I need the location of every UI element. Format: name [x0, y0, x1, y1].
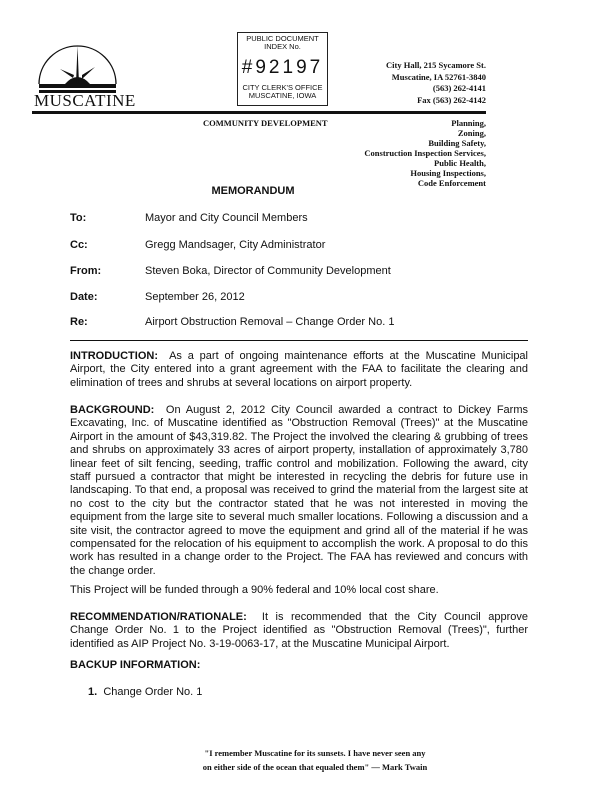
- background-paragraph: [70, 404, 528, 578]
- backup-item-label: Change Order No. 1: [103, 686, 203, 698]
- stamp-line: MUSCATINE, IOWA: [248, 91, 317, 100]
- service-item: Zoning,: [457, 128, 486, 138]
- cc-label: Cc:: [70, 239, 88, 251]
- logo-text: MUSCATINE: [34, 91, 136, 110]
- department-name: COMMUNITY DEVELOPMENT: [203, 118, 328, 128]
- background-heading: BACKGROUND:: [70, 404, 155, 416]
- date-label: Date:: [70, 291, 98, 303]
- recommendation-paragraph: [70, 611, 528, 651]
- backup-item-number: 1.: [88, 686, 98, 698]
- service-item: Public Health,: [434, 158, 486, 168]
- department-services: [364, 118, 486, 188]
- cc-value: Gregg Mandsager, City Administrator: [145, 239, 326, 251]
- letterhead-rule: [32, 111, 486, 114]
- from-label: From:: [70, 265, 102, 277]
- quote-line: on either side of the ocean that equaled them" — Mark Twain: [202, 762, 428, 772]
- stamp-line: PUBLIC DOCUMENT: [246, 34, 319, 43]
- introduction-text: As a part of ongoing maintenance efforts at the Muscatine Municipal Airport, the City entered into a grant agreement with the FAA to facilitate the clearing and elimination of trees and shrubs at several locations on airport property.: [70, 350, 528, 389]
- re-label: Re:: [70, 316, 88, 328]
- service-item: Construction Inspection Services,: [364, 148, 486, 158]
- address-line: Fax (563) 262-4142: [417, 94, 486, 105]
- service-item: Building Safety,: [428, 138, 486, 148]
- service-item: Planning,: [451, 118, 486, 128]
- quote-line: "I remember Muscatine for its sunsets. I have never seen any: [204, 748, 426, 758]
- mark-twain-quote: [0, 746, 614, 774]
- recommendation-heading: RECOMMENDATION/RATIONALE:: [70, 611, 247, 623]
- backup-heading: BACKUP INFORMATION:: [70, 659, 201, 671]
- service-item: Housing Inspections,: [410, 168, 486, 178]
- public-document-stamp: [237, 32, 328, 106]
- address-line: City Hall, 215 Sycamore St.: [386, 60, 486, 70]
- service-item: Code Enforcement: [417, 178, 486, 188]
- city-hall-address: [386, 60, 486, 106]
- funding-paragraph: This Project will be funded through a 90% federal and 10% local cost share.: [70, 584, 439, 596]
- recommendation-text: It is recommended that the City Council approve Change Order No. 1 to the Project identified as "Obstruction Removal (Trees)", further identified as AIP Project No. 3-19-0063-17, at the Muscatine Municipal Airport.: [70, 611, 529, 650]
- from-value: Steven Boka, Director of Community Development: [145, 265, 391, 277]
- date-value: September 26, 2012: [145, 291, 245, 303]
- stamp-line: CITY CLERK'S OFFICE: [242, 83, 323, 92]
- header-separator: [70, 340, 528, 341]
- to-label: To:: [70, 212, 87, 224]
- address-line: Muscatine, IA 52761-3840: [391, 71, 486, 82]
- background-text: On August 2, 2012 City Council awarded a contract to Dickey Farms Excavating, Inc. of Muscatine identified as "Obstruction Removal (Trees)" at the Muscatine Airport in the amount of $43,319.82. The Project the involved the clearing & grubbing of trees and shrubs on approximately 33 acres of airport property, installation of approximately 3,780 linear feet of silt fencing, seeding, traffic control and mobilization. Following the award, city staff pursued a contractor that might be interested in recycling the debris for future use in landscaping. To that end, a proposal was received to grind the material from the largest site at no cost to the city but the contractor stated that he was not interested in moving the equipment from the large site to several much smaller locations. Following a discussion and a site visit, the contractor agreed to move the equipment and grind all of the material if he was compensated for the relocation of his equipment to accomplish the work. A proposal to do this work has resulted in a change order to the Project. The FAA has reviewed and concurs with the change order.: [70, 404, 528, 577]
- to-value: Mayor and City Council Members: [145, 212, 308, 224]
- address-line: (563) 262-4141: [432, 83, 486, 93]
- stamp-index-number: #92197: [241, 57, 324, 78]
- re-value: Airport Obstruction Removal – Change Order No. 1: [145, 316, 395, 328]
- stamp-line: INDEX No.: [264, 42, 301, 51]
- introduction-heading: INTRODUCTION:: [70, 350, 158, 362]
- introduction-paragraph: [70, 350, 528, 390]
- backup-item: [88, 686, 546, 699]
- memo-title: MEMORANDUM: [211, 185, 295, 197]
